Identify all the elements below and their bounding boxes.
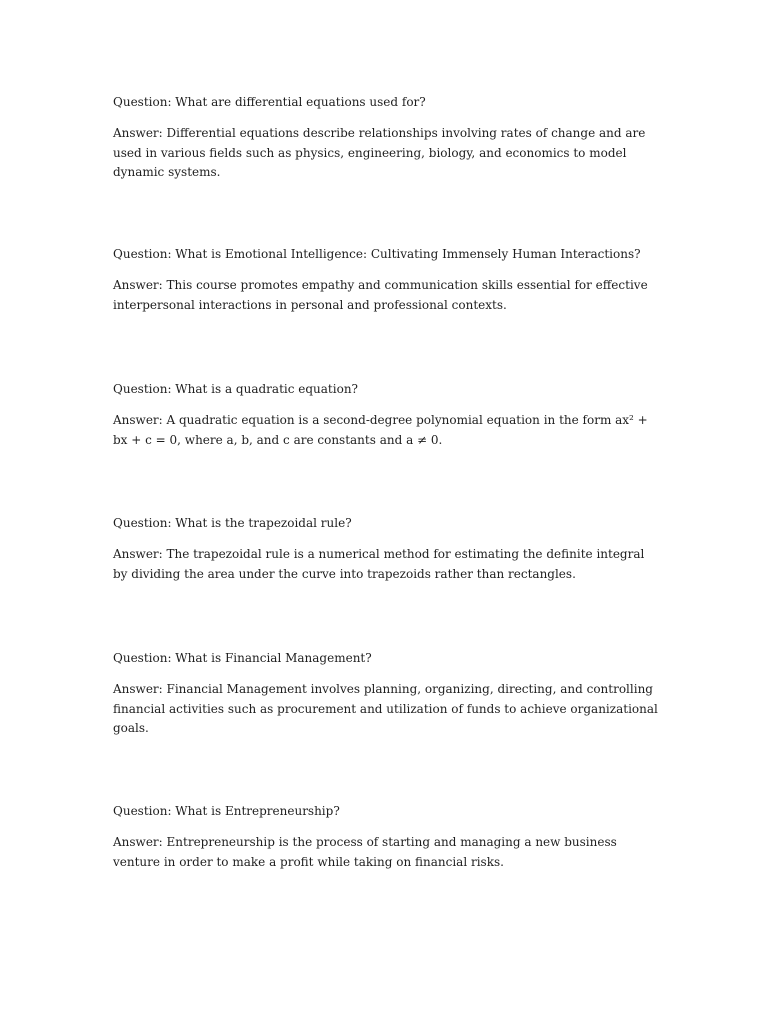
question-text: Question: What is Emotional Intelligence: Cultivating Immensely Human Interactions? [113,247,641,261]
question-text: Question: What is the trapezoidal rule? [113,516,352,530]
qa-item [113,245,661,315]
question-text: Question: What is Financial Management? [113,651,372,665]
qa-item [113,802,661,872]
answer-text: Answer: Entrepreneurship is the process of starting and managing a new business venture in order to make a profit while taking on financial risks. [113,835,617,869]
answer-text: Answer: This course promotes empathy and communication skills essential for effective interpersonal interactions in personal and professional contexts. [113,278,648,312]
qa-item [113,93,661,183]
qa-item [113,514,661,584]
qa-item [113,649,661,739]
question-text: Question: What is Entrepreneurship? [113,804,340,818]
question-text: Question: What are differential equations used for? [113,95,426,109]
answer-text: Answer: Differential equations describe relationships involving rates of change and are used in various fields such as physics, engineering, biology, and economics to model dynamic systems. [113,126,646,179]
question-text: Question: What is a quadratic equation? [113,382,358,396]
answer-text: Answer: The trapezoidal rule is a numerical method for estimating the definite integral by dividing the area under the curve into trapezoids rather than rectangles. [113,547,645,581]
qa-item [113,380,661,450]
answer-text: Answer: Financial Management involves planning, organizing, directing, and controlling financial activities such as procurement and utilization of funds to achieve organizational goals. [113,682,658,735]
answer-text: Answer: A quadratic equation is a second-degree polynomial equation in the form ax² + bx + c = 0, where a, b, and c are constants and a ≠ 0. [113,413,648,447]
